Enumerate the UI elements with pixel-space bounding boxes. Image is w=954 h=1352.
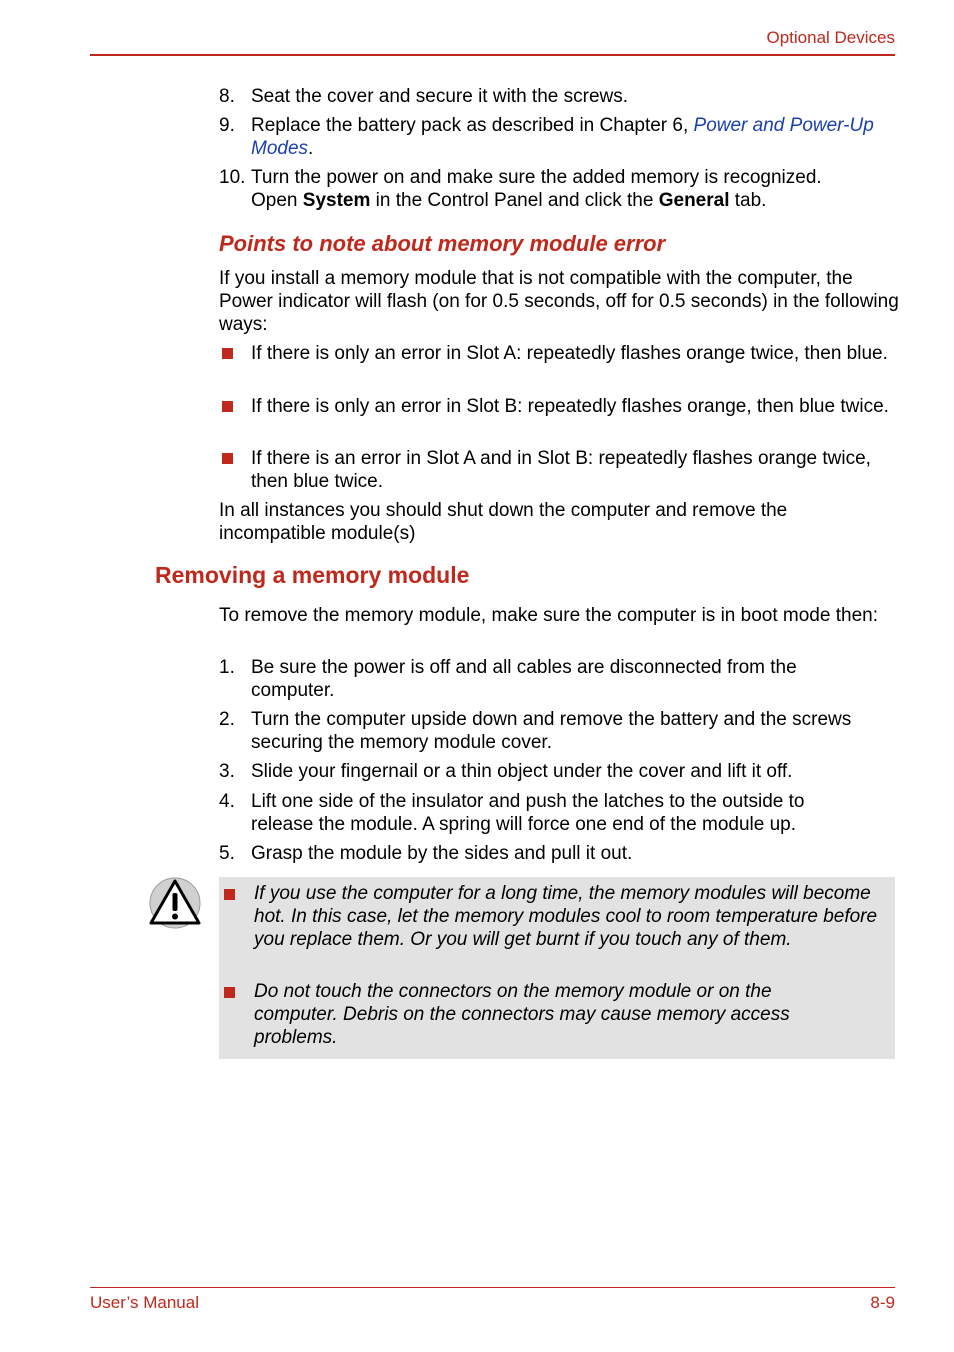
step-number: 5. bbox=[219, 843, 235, 864]
paragraph: If you install a memory module that is not compatible with the computer, the Power indicator will flash (on for 0.5 seconds, off for 0.5 seconds) in the following ways: bbox=[219, 268, 899, 335]
list-item bbox=[219, 842, 899, 865]
list-item bbox=[219, 708, 899, 754]
step-number: 8. bbox=[219, 86, 235, 107]
bullet-text: If there is an error in Slot A and in Slot B: repeatedly flashes orange twice, then blue twice. bbox=[251, 448, 871, 492]
step-text bbox=[251, 114, 899, 160]
step-number: 10. bbox=[219, 167, 246, 188]
bullet-text: If there is only an error in Slot A: repeatedly flashes orange twice, then blue. bbox=[251, 343, 888, 364]
warning-note bbox=[219, 877, 895, 1059]
footer-title: User’s Manual bbox=[90, 1293, 199, 1312]
footer-rule bbox=[90, 1287, 895, 1288]
step-text-part: . bbox=[308, 138, 314, 159]
bullet-square-icon bbox=[222, 401, 233, 412]
step-text-part: Replace the battery pack as described in Chapter 6, bbox=[251, 115, 694, 136]
list-item bbox=[219, 656, 899, 702]
step-text-bold: System bbox=[302, 190, 371, 211]
bullet-square-icon bbox=[222, 348, 233, 359]
list-item bbox=[219, 882, 895, 951]
bullet-square-icon bbox=[222, 453, 233, 464]
step-text: Grasp the module by the sides and pull it out. bbox=[251, 843, 633, 864]
running-header: Optional Devices bbox=[766, 28, 895, 47]
step-number: 9. bbox=[219, 115, 235, 136]
bullet-square-icon bbox=[224, 889, 235, 900]
step-number: 2. bbox=[219, 709, 235, 730]
list-item bbox=[219, 342, 899, 365]
step-text-part: in the Control Panel and click the bbox=[370, 190, 659, 211]
warning-triangle-icon bbox=[148, 876, 202, 930]
step-text-part: Turn the power on and make sure the added memory is recognized. bbox=[251, 167, 822, 188]
bullet-text: If there is only an error in Slot B: repeatedly flashes orange, then blue twice. bbox=[251, 396, 889, 417]
paragraph: To remove the memory module, make sure the computer is in boot mode then: bbox=[219, 605, 878, 626]
page-number: 8-9 bbox=[870, 1293, 895, 1312]
list-item bbox=[219, 447, 899, 493]
paragraph: In all instances you should shut down the computer and remove the incompatible module(s) bbox=[219, 500, 788, 544]
step-text: Be sure the power is off and all cables are disconnected from the computer. bbox=[251, 657, 797, 701]
step-text bbox=[251, 166, 899, 212]
step-text: Seat the cover and secure it with the screws. bbox=[251, 86, 629, 107]
header-rule bbox=[90, 54, 895, 56]
bullet-square-icon bbox=[224, 987, 235, 998]
list-item bbox=[219, 114, 899, 160]
list-item bbox=[219, 166, 899, 212]
warning-text: Do not touch the connectors on the memory module or on the computer. Debris on the connectors may cause memory access problems. bbox=[254, 981, 790, 1048]
step-text-bold: General bbox=[658, 190, 730, 211]
step-text-part: Open bbox=[251, 190, 303, 211]
subsection-heading: Points to note about memory module error bbox=[219, 231, 666, 256]
list-item bbox=[219, 760, 899, 783]
step-number: 4. bbox=[219, 791, 235, 812]
list-item bbox=[219, 395, 899, 418]
list-item bbox=[219, 790, 899, 836]
section-heading: Removing a memory module bbox=[155, 562, 470, 588]
step-text: Turn the computer upside down and remove the battery and the screws securing the memory module cover. bbox=[251, 709, 852, 753]
step-text-part: tab. bbox=[729, 190, 767, 211]
step-number: 3. bbox=[219, 761, 235, 782]
list-item bbox=[219, 980, 895, 1049]
step-text: Lift one side of the insulator and push the latches to the outside to release the module. A spring will force one end of the module up. bbox=[251, 791, 805, 835]
chapter-link[interactable]: Power and Power-Up Modes bbox=[251, 115, 874, 159]
step-number: 1. bbox=[219, 657, 235, 678]
warning-text: If you use the computer for a long time, the memory modules will become hot. In this case, let the memory modules cool to room temperature before you replace them. Or you will get burnt if you touch any of them. bbox=[254, 883, 878, 950]
step-text: Slide your fingernail or a thin object under the cover and lift it off. bbox=[251, 761, 793, 782]
list-item bbox=[219, 85, 899, 108]
